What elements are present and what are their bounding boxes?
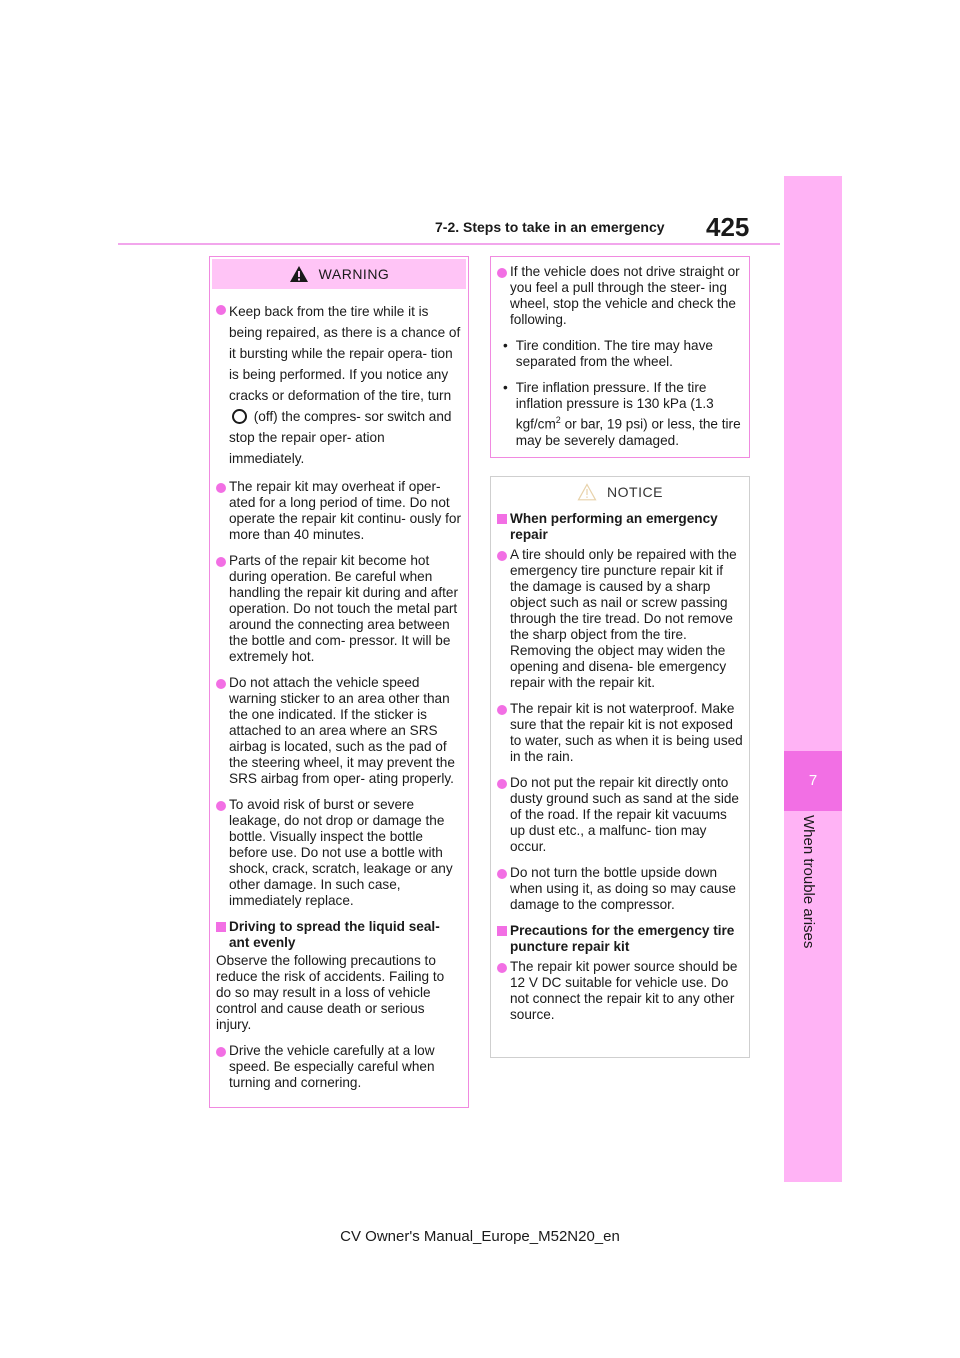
warning-item-text: (off) the compres- sor switch and stop the repair oper- ation immediately. [229,409,452,466]
warning-item [216,479,462,543]
header-divider [118,243,780,245]
dot-list-text: Tire condition. The tire may have separated from the wheel. [515,338,713,369]
bullet-icon [497,268,507,278]
driving-heading [216,919,462,951]
notice-heading [497,923,743,955]
warning-item-text: Keep back from the tire while it is being repaired, as there is a chance of it bursting while the repair opera- tion is being performed. If you notice any cracks or deformation of the tire, turn [229,304,461,403]
warning-item [216,553,462,665]
bullet-icon [497,963,507,973]
bullet-icon [216,801,226,811]
warning-item [497,264,743,328]
notice-item-text: Do not put the repair kit directly onto dusty ground such as sand at the side of the road. If the repair kit vacuums up dust etc., a malfunc- tion may occur. [510,775,739,854]
notice-heading-text: When performing an emergency repair [510,511,718,542]
bullet-icon [216,305,226,315]
warning-triangle-icon [289,265,309,283]
chapter-title: When trouble arises [800,815,817,949]
chapter-number-tab [784,751,842,811]
page-number: 425 [706,212,750,242]
notice-heading-text: Precautions for the emergency tire puncture repair kit [510,923,735,954]
warning-item-text: Drive the vehicle carefully at a low speed. Be especially careful when turning and cornering. [229,1043,435,1090]
section-title: 7-2. Steps to take in an emergency [435,219,665,235]
notice-title: NOTICE [607,484,663,500]
power-off-icon [232,409,247,424]
footer-text: CV Owner's Manual_Europe_M52N20_en [340,1228,620,1245]
warning-item [216,301,462,469]
notice-item [497,701,743,765]
notice-item-text: A tire should only be repaired with the emergency tire puncture repair kit if the damage is caused by a sharp object such as nail or screw passing through the tire tread. Do not remove the sharp object from the tire. Removing the object may widen the opening and disena- ble emergency repair with the repair kit. [510,547,737,690]
square-bullet-icon [497,926,507,936]
warning-item [216,797,462,909]
square-bullet-icon [216,922,226,932]
caution-triangle-icon [577,483,597,501]
notice-item [497,547,743,691]
bullet-icon [497,551,507,561]
notice-item-text: The repair kit power source should be 12 V DC suitable for vehicle use. Do not connect the repair kit to any other source. [510,959,738,1022]
notice-item-text: Do not turn the bottle upside down when using it, as doing so may cause damage to the compressor. [510,865,736,912]
notice-box [490,476,750,1058]
warning-item [216,1043,462,1091]
driving-heading-text: Driving to spread the liquid seal- ant evenly [229,919,440,950]
bullet-icon [497,779,507,789]
bullet-icon [497,705,507,715]
warning-box-left [209,256,469,1108]
notice-item-text: The repair kit is not waterproof. Make sure that the repair kit is not exposed to water, such as when it is being used in the rain. [510,701,743,764]
warning-header [212,259,466,289]
warning-item [216,675,462,787]
notice-item [497,865,743,913]
notice-item [497,959,743,1023]
chapter-number: 7 [808,772,818,789]
warning-item-text: Parts of the repair kit become hot during operation. Be careful when handling the repair kit during and after operation. Do not touch the metal part around the connecting area between the bottle and com- pressor. It will be extremely hot. [229,553,458,664]
chapter-title-wrap [788,815,828,995]
bullet-icon [216,557,226,567]
warning-title: WARNING [318,266,390,282]
warning-item-text: The repair kit may overheat if oper- ated for a long period of time. Do not operate the repair kit continu- ously for more than 40 minutes. [229,479,461,542]
chapter-side-tab [784,176,842,1182]
dot-list-item: • Tire inflation pressure. If the tire inflation pressure is 130 kPa (1.3 kgf/$cm^2$ or bar, 19 psi) or less, the tire may be severely damaged. [503,380,743,449]
bullet-icon [216,1047,226,1057]
driving-paragraph: Observe the following precautions to reduce the risk of accidents. Failing to do so may result in a loss of vehicle control and cause death or serious injury. [216,953,445,1032]
notice-item [497,775,743,855]
bullet-icon [497,869,507,879]
warning-item-text: If the vehicle does not drive straight or you feel a pull through the steer- ing wheel, stop the vehicle and check the following. [510,264,740,327]
dot-list-text: Tire inflation pressure. If the tire inflation pressure is 130 kPa (1.3 kgf/$cm^2$ or bar, 19 psi) or less, the tire may be severely damaged. [515,380,741,448]
square-bullet-icon [497,514,507,524]
dot-list-item: • Tire condition. The tire may have separated from the wheel. [503,338,743,370]
bullet-icon [216,679,226,689]
notice-header [491,477,749,507]
warning-box-right [490,256,750,458]
warning-item-text: To avoid risk of burst or severe leakage, do not drop or damage the bottle. Visually inspect the bottle before use. Do not use a bottle with shock, crack, scratch, leakage or any other damage. In such case, immediately replace. [229,797,453,908]
warning-item-text: Do not attach the vehicle speed warning sticker to an area other than the one indicated. If the sticker is attached to an area where an SRS airbag is located, such as the pad of the steering wheel, it may prevent the SRS airbag from oper- ating properly. [229,675,455,786]
bullet-icon [216,483,226,493]
notice-heading [497,511,743,543]
